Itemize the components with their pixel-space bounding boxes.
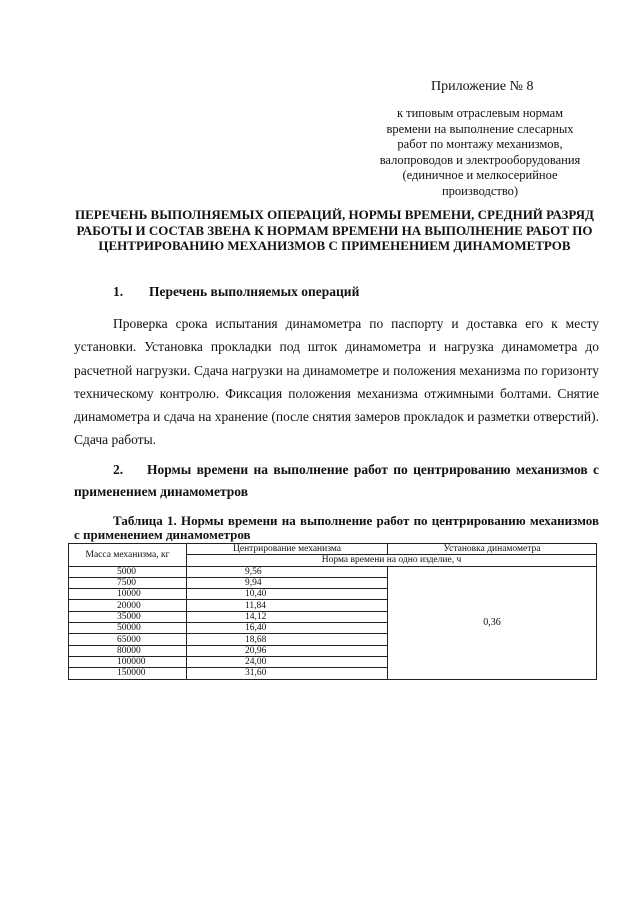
table-row xyxy=(69,566,597,577)
appendix-desc-line: времени на выполнение слесарных xyxy=(386,121,574,136)
section-2-heading xyxy=(74,459,599,503)
cell-time: 14,12 xyxy=(187,611,388,622)
cell-time: 31,60 xyxy=(187,668,388,679)
cell-mass: 35000 xyxy=(69,611,187,622)
cell-mass: 150000 xyxy=(69,668,187,679)
cell-time: 16,40 xyxy=(187,623,388,634)
appendix-desc-line: производство) xyxy=(441,183,519,198)
cell-mass: 10000 xyxy=(69,589,187,600)
document-title: ПЕРЕЧЕНЬ ВЫПОЛНЯЕМЫХ ОПЕРАЦИЙ, НОРМЫ ВРЕМЕНИ, СРЕДНИЙ РАЗРЯД РАБОТЫ И СОСТАВ ЗВЕНА К НОРМАМ ВРЕМЕНИ НА ВЫПОЛНЕНИЕ РАБОТ ПО ЦЕНТРИРОВАНИЮ МЕХАНИЗМОВ С ПРИМЕНЕНИЕМ ДИНАМОМЕТРОВ xyxy=(74,207,594,253)
cell-mass: 20000 xyxy=(69,600,187,611)
header-centering: Центрирование механизма xyxy=(187,544,388,555)
cell-time: 10,40 xyxy=(187,589,388,600)
appendix-desc-line: к типовым отраслевым нормам xyxy=(396,106,564,120)
table-caption: Таблица 1. Нормы времени на выполнение работ по центрированию механизмов с применением динамометров xyxy=(74,513,599,542)
cell-mass: 7500 xyxy=(69,577,187,588)
appendix-description xyxy=(355,106,605,199)
operations-paragraph: Проверка срока испытания динамометра по паспорту и доставка его к месту установки. Установка прокладки под шток динамометра и нагрузка динамометра до расчетной нагрузки. Сдача нагрузки на динамометре и положения механизма по горизонту техническому контролю. Фиксация положения механизма отжимными болтами. Снятие динамометра и сдача на хранение (после снятия замеров прокладок и разметки отверстий). Сдача работы. xyxy=(74,316,599,448)
section-number: 2. xyxy=(113,462,124,477)
section-1-heading xyxy=(113,284,359,300)
cell-time: 24,00 xyxy=(187,656,388,667)
cell-time: 11,84 xyxy=(187,600,388,611)
cell-mass: 65000 xyxy=(69,634,187,645)
cell-time: 9,56 xyxy=(187,566,388,577)
appendix-desc-line: (единичное и мелкосерийное xyxy=(402,168,558,182)
cell-time: 18,68 xyxy=(187,634,388,645)
norms-table xyxy=(68,543,597,680)
appendix-title: Приложение № 8 xyxy=(431,79,534,94)
cell-installation: 0,36 xyxy=(388,566,597,679)
section-number: 1. xyxy=(113,284,124,299)
table-header-row xyxy=(69,544,597,555)
appendix-desc-line: валопроводов и электрооборудования xyxy=(379,152,581,167)
appendix-desc-line: работ по монтажу механизмов, xyxy=(397,137,563,151)
section-title: Перечень выполняемых операций xyxy=(149,284,360,299)
cell-time: 9,94 xyxy=(187,577,388,588)
cell-mass: 80000 xyxy=(69,645,187,656)
header-mass: Масса механизма, кг xyxy=(69,544,187,567)
header-norm: Норма времени на одно изделие, ч xyxy=(187,555,597,566)
header-installation: Установка динамометра xyxy=(388,544,597,555)
cell-mass: 50000 xyxy=(69,623,187,634)
cell-mass: 5000 xyxy=(69,566,187,577)
cell-time: 20,96 xyxy=(187,645,388,656)
cell-mass: 100000 xyxy=(69,656,187,667)
section-title: Нормы времени на выполнение работ по центрированию механизмов с применением динамометров xyxy=(74,462,599,499)
